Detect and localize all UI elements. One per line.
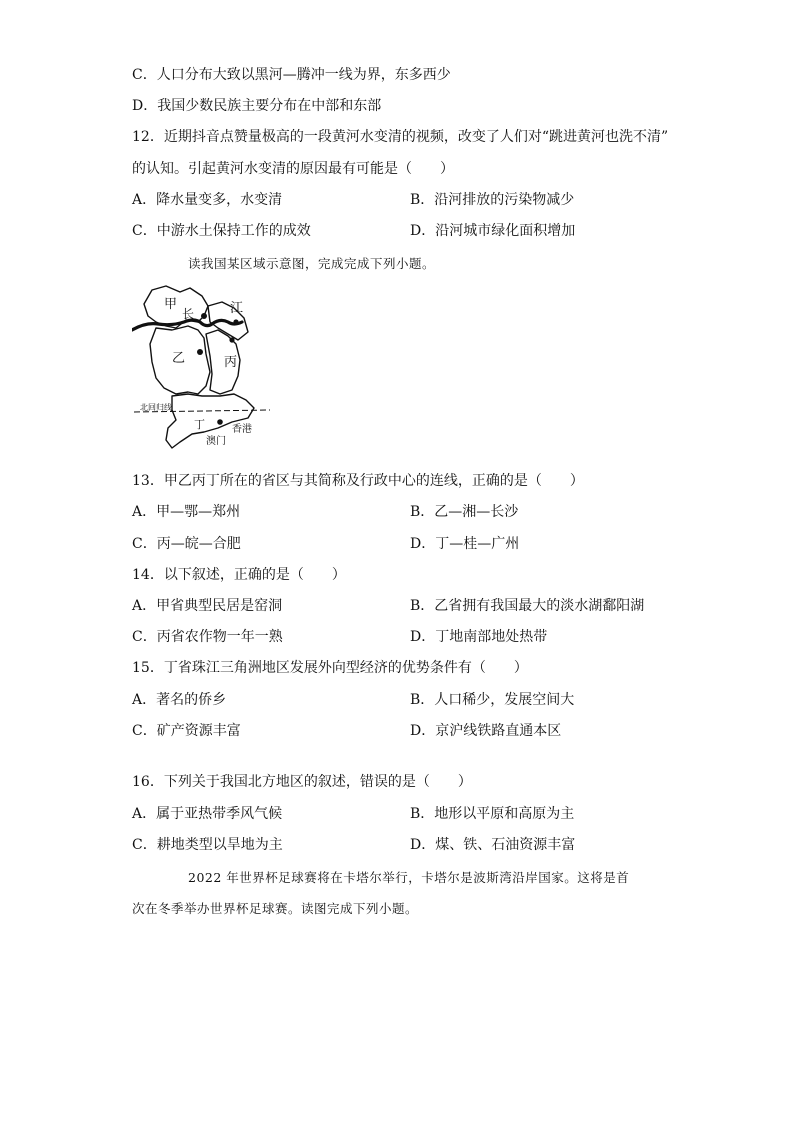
q15-option-a: A．著名的侨乡: [132, 692, 227, 708]
q12-option-b: B．沿河排放的污染物减少: [410, 192, 575, 208]
q12-option-a: A．降水量变多，水变清: [132, 192, 283, 208]
q15-option-b: B．人口稀少，发展空间大: [410, 692, 575, 708]
q12-stem-line1: 12．近期抖音点赞量极高的一段黄河水变清的视频，改变了人们对“跳进黄河也洗不清”: [132, 129, 669, 145]
city-dot-jiang: [233, 319, 238, 324]
q14-stem: 14．以下叙述，正确的是（ ）: [132, 567, 346, 583]
map-label-macau: 澳门: [206, 436, 226, 447]
q14-option-d: D．丁地南部地处热带: [410, 629, 548, 645]
map-label-hongkong: 香港: [232, 424, 252, 435]
q14-option-c: C．丙省农作物一年一熟: [132, 629, 283, 645]
city-dot-bing: [229, 337, 234, 342]
q15-stem: 15．丁省珠江三角洲地区发展外向型经济的优势条件有（ ）: [132, 660, 528, 676]
q12-option-c: C．中游水土保持工作的成效: [132, 223, 311, 239]
region-map: [132, 282, 272, 454]
q11-option-c: C．人口分布大致以黑河—腾冲一线为界，东多西少: [132, 67, 451, 83]
q16-option-c: C．耕地类型以旱地为主: [132, 837, 283, 853]
q14-option-b: B．乙省拥有我国最大的淡水湖鄱阳湖: [410, 598, 645, 614]
map-label-jia: 甲: [164, 297, 178, 312]
q12-option-d: D．沿河城市绿化面积增加: [410, 223, 576, 239]
worldcup-intro-line1: 2022 年世界杯足球赛将在卡塔尔举行，卡塔尔是波斯湾沿岸国家。这将是首: [188, 870, 630, 885]
worldcup-intro-line2: 次在冬季举办世界杯足球赛。读图完成下列小题。: [132, 901, 419, 916]
map-label-yi: 乙: [172, 351, 186, 366]
q15-option-d: D．京沪线铁路直通本区: [410, 723, 562, 739]
q14-option-a: A．甲省典型民居是窑洞: [132, 598, 283, 614]
q16-option-d: D．煤、铁、石油资源丰富: [410, 837, 576, 853]
q16-option-b: B．地形以平原和高原为主: [410, 806, 575, 822]
q16-option-a: A．属于亚热带季风气候: [132, 806, 283, 822]
q13-option-a: A．甲—鄂—郑州: [132, 504, 241, 520]
city-dot-yi: [197, 349, 203, 355]
q16-stem: 16．下列关于我国北方地区的叙述，错误的是（ ）: [132, 774, 472, 790]
map-label-chang: 长: [182, 307, 195, 321]
q12-stem-line2: 的认知。引起黄河水变清的原因最有可能是（ ）: [132, 161, 454, 177]
q13-stem: 13．甲乙丙丁所在的省区与其简称及行政中心的连线，正确的是（ ）: [132, 473, 584, 489]
map-label-jiang: 江: [230, 301, 244, 316]
map-intro: 读我国某区域示意图，完成完成下列小题。: [188, 256, 436, 271]
q13-option-d: D．丁—桂—广州: [410, 536, 520, 552]
map-label-bing: 丙: [224, 355, 238, 370]
q11-option-d: D．我国少数民族主要分布在中部和东部: [132, 98, 382, 114]
map-label-ding: 丁: [194, 418, 205, 431]
city-dot-jia: [201, 313, 207, 319]
q13-option-c: C．丙—皖—合肥: [132, 536, 241, 552]
map-label-tropic: 北回归线: [140, 403, 172, 412]
city-dot-ding: [217, 419, 223, 425]
q15-option-c: C．矿产资源丰富: [132, 723, 241, 739]
q13-option-b: B．乙—湘—长沙: [410, 504, 519, 520]
yangtze-river: [132, 320, 242, 330]
